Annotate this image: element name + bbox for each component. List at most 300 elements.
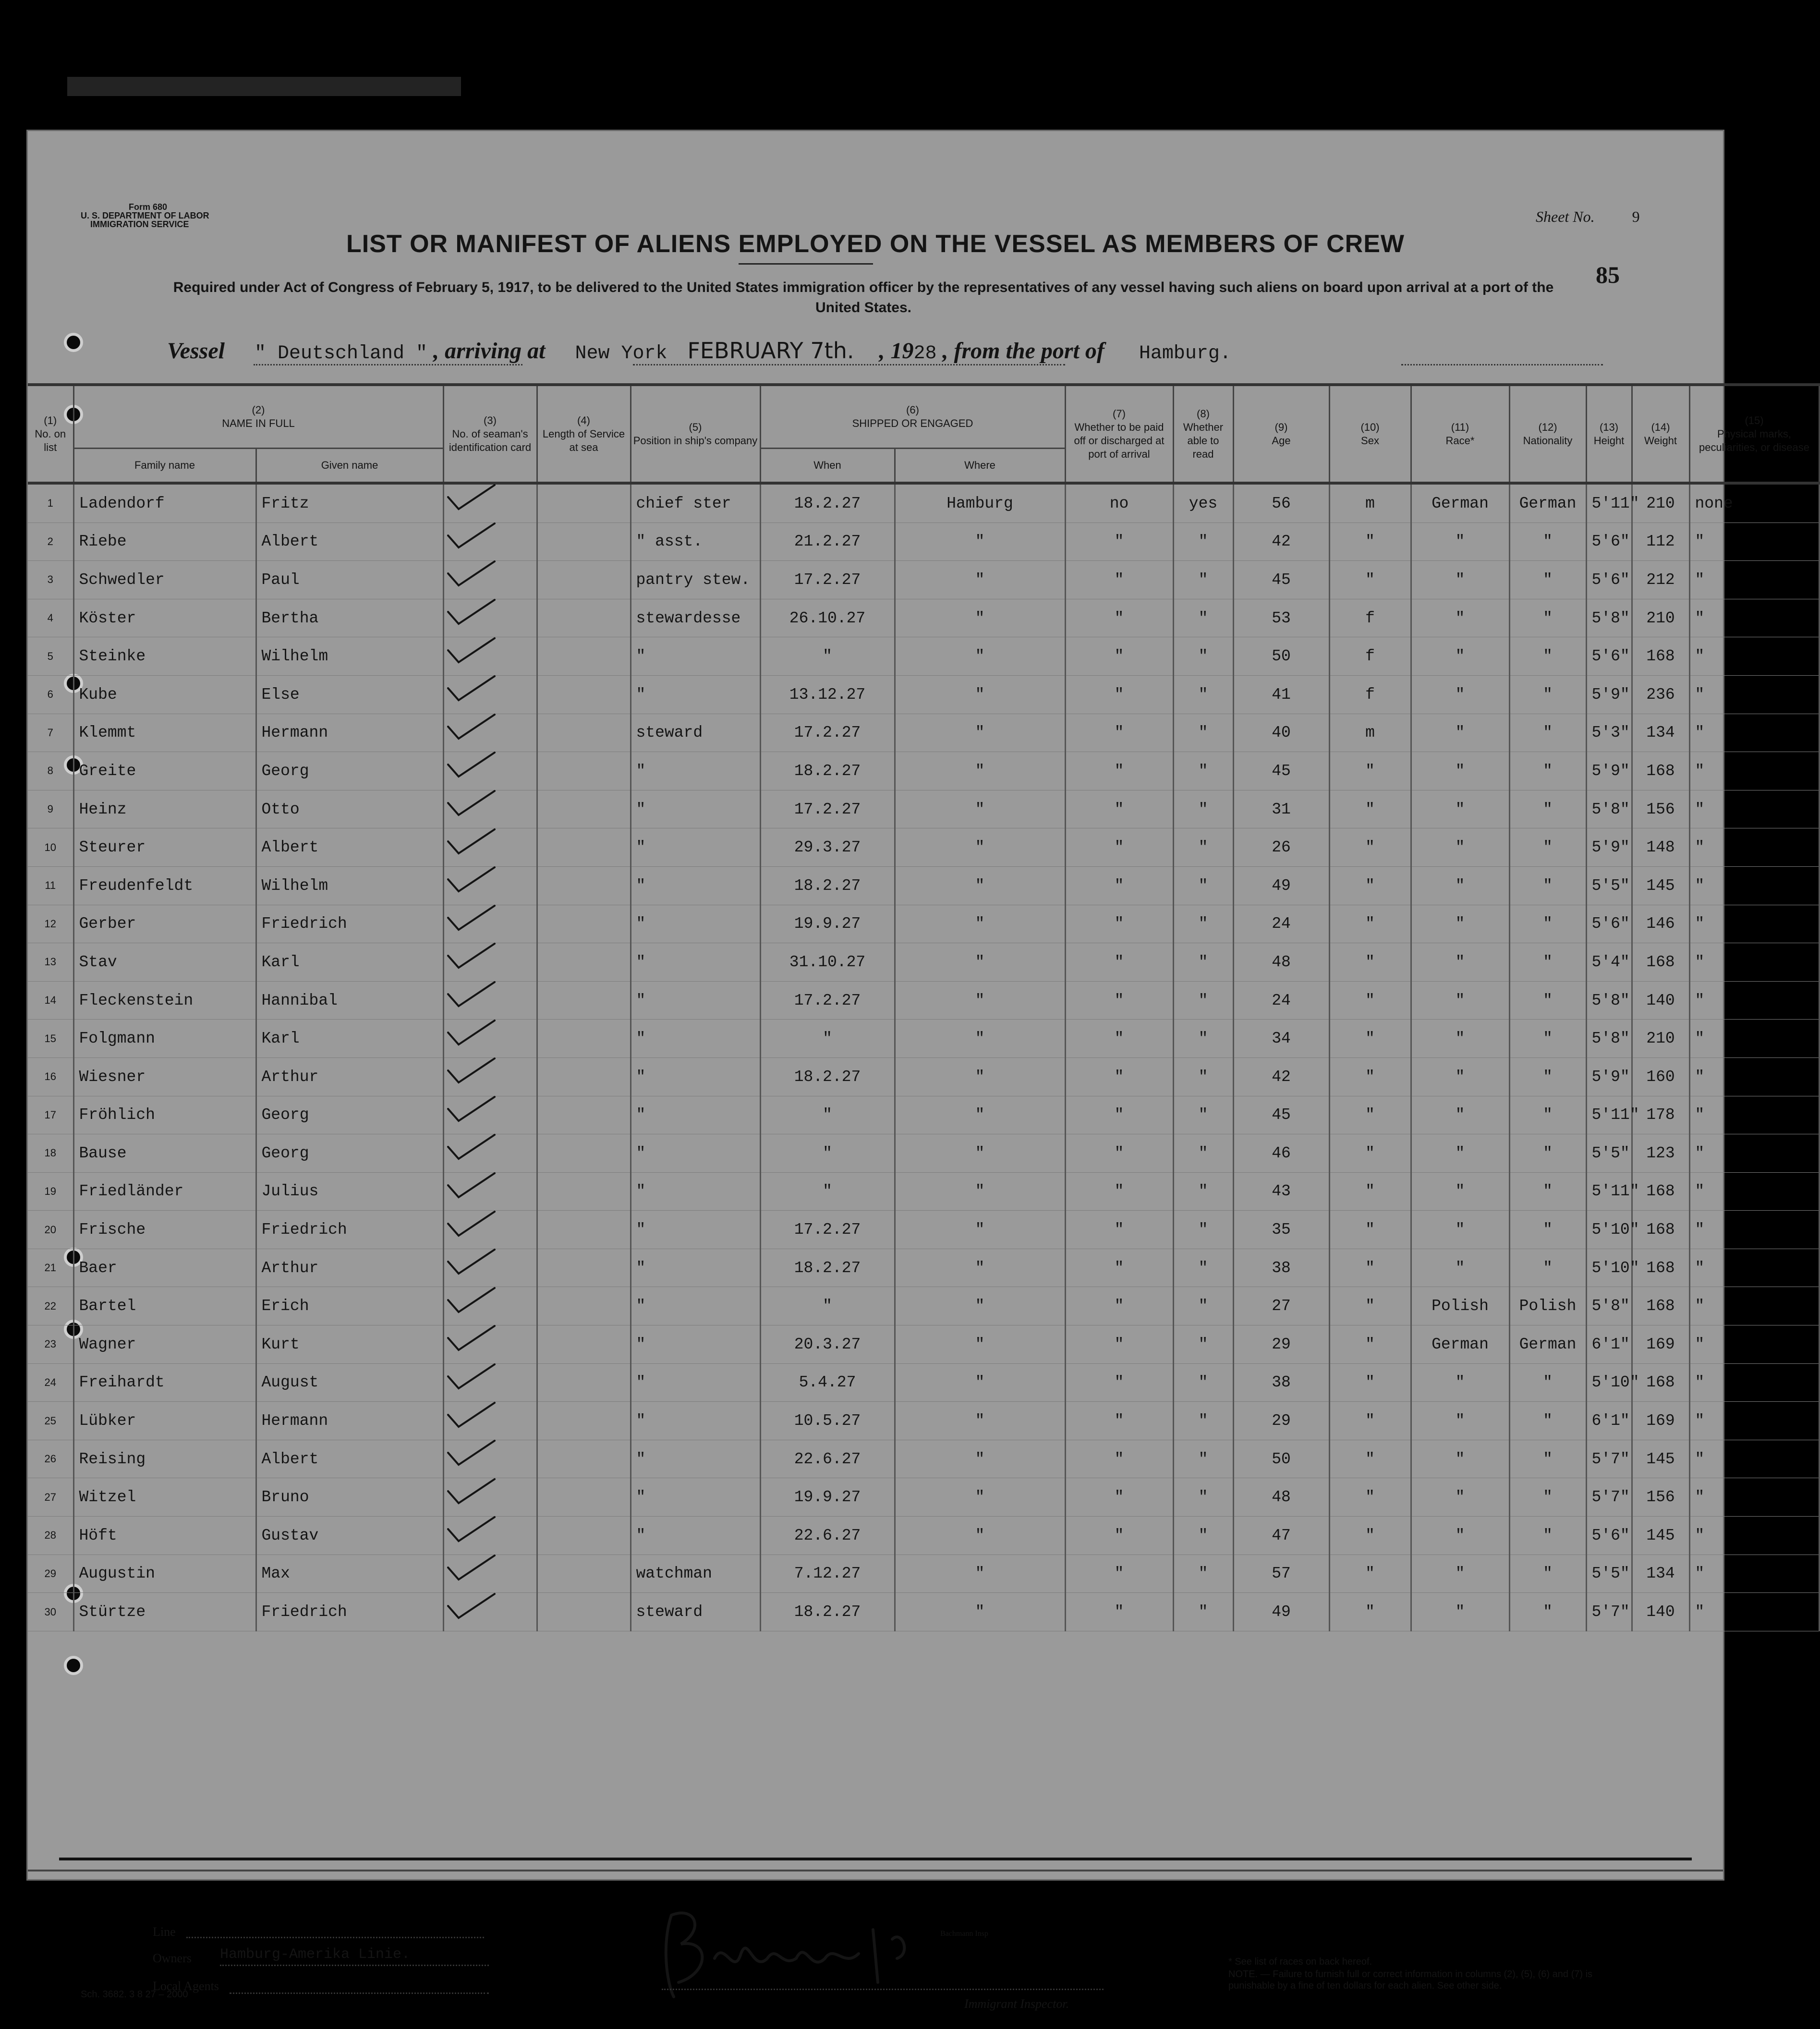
race-cell: ": [1411, 1440, 1509, 1478]
physical-marks-cell: ": [1689, 1020, 1819, 1058]
table-row: [28, 599, 1819, 637]
age-cell: 50: [1233, 1440, 1329, 1478]
check-mark-icon: [444, 1362, 497, 1391]
id-card-check-cell: [443, 752, 537, 790]
shipped-where-cell: ": [895, 981, 1065, 1020]
shipped-when-cell: 22.6.27: [760, 1517, 895, 1555]
position-cell: ": [631, 1402, 760, 1440]
height-cell: 5'10": [1586, 1249, 1632, 1287]
given-name-cell: Julius: [256, 1172, 443, 1211]
physical-marks-cell: ": [1689, 1593, 1819, 1631]
height-cell: 6'1": [1586, 1325, 1632, 1364]
table-row: [28, 522, 1819, 561]
height-cell: 5'6": [1586, 522, 1632, 561]
age-cell: 43: [1233, 1172, 1329, 1211]
col-header-marks: (15) Physical marks, peculiarities, or disease: [1689, 385, 1819, 483]
race-cell: ": [1411, 943, 1509, 982]
weight-cell: 148: [1632, 828, 1689, 867]
paid-off-cell: ": [1065, 943, 1173, 982]
physical-marks-cell: ": [1689, 752, 1819, 790]
weight-cell: 156: [1632, 790, 1689, 828]
service-length-cell: [537, 1593, 631, 1631]
race-cell: ": [1411, 1363, 1509, 1402]
row-number-cell: 19: [28, 1172, 73, 1211]
physical-marks-cell: ": [1689, 599, 1819, 637]
age-cell: 53: [1233, 599, 1329, 637]
position-cell: ": [631, 1096, 760, 1134]
sex-cell: m: [1329, 714, 1411, 752]
nationality-cell: ": [1509, 1363, 1586, 1402]
shipped-where-cell: ": [895, 1402, 1065, 1440]
crew-rows: [28, 483, 1819, 1631]
table-row: [28, 1517, 1819, 1555]
shipped-where-cell: ": [895, 866, 1065, 905]
check-mark-icon: [444, 1018, 497, 1047]
physical-marks-cell: none: [1689, 483, 1819, 522]
weight-cell: 168: [1632, 943, 1689, 982]
family-name-cell: Friedländer: [73, 1172, 256, 1211]
shipped-when-cell: 7.12.27: [760, 1555, 895, 1593]
sex-cell: ": [1329, 1057, 1411, 1096]
race-cell: ": [1411, 1057, 1509, 1096]
nationality-cell: ": [1509, 1478, 1586, 1517]
paid-off-cell: ": [1065, 905, 1173, 943]
paid-off-cell: ": [1065, 1517, 1173, 1555]
service-length-cell: [537, 1096, 631, 1134]
nationality-cell: ": [1509, 1211, 1586, 1249]
shipped-when-cell: ": [760, 1020, 895, 1058]
nationality-cell: ": [1509, 1134, 1586, 1173]
footnote-races: * See list of races on back hereof.: [1228, 1956, 1372, 1967]
shipped-where-cell: ": [895, 714, 1065, 752]
age-cell: 26: [1233, 828, 1329, 867]
race-cell: ": [1411, 1402, 1509, 1440]
age-cell: 27: [1233, 1287, 1329, 1325]
able-to-read-cell: ": [1173, 790, 1233, 828]
paid-off-cell: ": [1065, 752, 1173, 790]
service-length-cell: [537, 522, 631, 561]
table-row: [28, 981, 1819, 1020]
nationality-cell: ": [1509, 637, 1586, 676]
sex-cell: ": [1329, 1402, 1411, 1440]
dotted-fill-line: [633, 364, 1065, 365]
family-name-cell: Fleckenstein: [73, 981, 256, 1020]
service-length-cell: [537, 1555, 631, 1593]
table-row: [28, 637, 1819, 676]
id-card-check-cell: [443, 1057, 537, 1096]
position-cell: ": [631, 981, 760, 1020]
sex-cell: ": [1329, 1517, 1411, 1555]
age-cell: 42: [1233, 522, 1329, 561]
shipped-when-cell: 17.2.27: [760, 1211, 895, 1249]
race-cell: ": [1411, 522, 1509, 561]
given-name-cell: Georg: [256, 1096, 443, 1134]
height-cell: 5'6": [1586, 1517, 1632, 1555]
given-name-cell: Bruno: [256, 1478, 443, 1517]
physical-marks-cell: ": [1689, 561, 1819, 599]
physical-marks-cell: ": [1689, 1440, 1819, 1478]
binder-hole: [64, 333, 83, 352]
id-card-check-cell: [443, 1096, 537, 1134]
race-cell: ": [1411, 1020, 1509, 1058]
family-name-cell: Wagner: [73, 1325, 256, 1364]
check-mark-icon: [444, 750, 497, 779]
row-number-cell: 3: [28, 561, 73, 599]
paid-off-cell: ": [1065, 866, 1173, 905]
row-number-cell: 1: [28, 483, 73, 522]
check-mark-icon: [444, 941, 497, 970]
weight-cell: 178: [1632, 1096, 1689, 1134]
row-number-cell: 16: [28, 1057, 73, 1096]
sex-cell: ": [1329, 790, 1411, 828]
able-to-read-cell: ": [1173, 675, 1233, 714]
age-cell: 56: [1233, 483, 1329, 522]
shipped-when-cell: ": [760, 1287, 895, 1325]
position-cell: ": [631, 1478, 760, 1517]
col-header-number: (1) No. on list: [28, 385, 73, 483]
service-length-cell: [537, 1057, 631, 1096]
age-cell: 50: [1233, 637, 1329, 676]
check-mark-icon: [444, 636, 497, 665]
able-to-read-cell: ": [1173, 905, 1233, 943]
weight-cell: 134: [1632, 1555, 1689, 1593]
race-cell: ": [1411, 790, 1509, 828]
paid-off-cell: ": [1065, 1211, 1173, 1249]
row-number-cell: 5: [28, 637, 73, 676]
sex-cell: ": [1329, 981, 1411, 1020]
physical-marks-cell: ": [1689, 522, 1819, 561]
table-row: [28, 1325, 1819, 1364]
weight-cell: 145: [1632, 1440, 1689, 1478]
height-cell: 6'1": [1586, 1402, 1632, 1440]
weight-cell: 112: [1632, 522, 1689, 561]
position-cell: steward: [631, 1593, 760, 1631]
id-card-check-cell: [443, 905, 537, 943]
height-cell: 5'5": [1586, 1134, 1632, 1173]
family-name-cell: Kube: [73, 675, 256, 714]
check-mark-icon: [444, 903, 497, 932]
height-cell: 5'8": [1586, 1020, 1632, 1058]
given-name-cell: Hermann: [256, 1402, 443, 1440]
given-name-cell: Friedrich: [256, 1593, 443, 1631]
row-number-cell: 27: [28, 1478, 73, 1517]
dotted-fill-line: [230, 1993, 489, 1994]
nationality-cell: ": [1509, 1096, 1586, 1134]
manifest-sheet: [26, 130, 1809, 2011]
given-name-cell: Arthur: [256, 1249, 443, 1287]
service-length-cell: [537, 1363, 631, 1402]
nationality-cell: ": [1509, 1517, 1586, 1555]
height-cell: 5'10": [1586, 1363, 1632, 1402]
sex-cell: ": [1329, 1440, 1411, 1478]
check-mark-icon: [444, 1477, 497, 1506]
paid-off-cell: ": [1065, 1478, 1173, 1517]
given-name-cell: Friedrich: [256, 905, 443, 943]
shipped-when-cell: ": [760, 1096, 895, 1134]
table-row: [28, 752, 1819, 790]
table-row: [28, 1172, 1819, 1211]
service-length-cell: [537, 1020, 631, 1058]
nationality-cell: Polish: [1509, 1287, 1586, 1325]
shipped-when-cell: 21.2.27: [760, 522, 895, 561]
race-cell: ": [1411, 866, 1509, 905]
shipped-where-cell: ": [895, 1249, 1065, 1287]
paid-off-cell: ": [1065, 1325, 1173, 1364]
check-mark-icon: [444, 1515, 497, 1543]
id-card-check-cell: [443, 1211, 537, 1249]
shipped-when-cell: 17.2.27: [760, 981, 895, 1020]
sex-cell: ": [1329, 943, 1411, 982]
family-name-cell: Gerber: [73, 905, 256, 943]
id-card-check-cell: [443, 1363, 537, 1402]
arriving-label: , arriving at: [433, 338, 546, 364]
physical-marks-cell: ": [1689, 1057, 1819, 1096]
weight-cell: 168: [1632, 1287, 1689, 1325]
service-name: IMMIGRATION SERVICE: [90, 219, 189, 229]
able-to-read-cell: ": [1173, 714, 1233, 752]
row-number-cell: 24: [28, 1363, 73, 1402]
row-number-cell: 30: [28, 1593, 73, 1631]
table-row: [28, 675, 1819, 714]
family-name-cell: Heinz: [73, 790, 256, 828]
owners-label: Owners: [153, 1951, 192, 1965]
check-mark-icon: [444, 1056, 497, 1085]
check-mark-icon: [444, 1094, 497, 1123]
shipped-when-cell: 17.2.27: [760, 790, 895, 828]
position-cell: ": [631, 866, 760, 905]
sheet-number-label: Sheet No.: [1536, 208, 1595, 225]
race-cell: ": [1411, 1478, 1509, 1517]
dotted-fill-line: [1401, 364, 1603, 365]
able-to-read-cell: ": [1173, 1287, 1233, 1325]
physical-marks-cell: ": [1689, 637, 1819, 676]
physical-marks-cell: ": [1689, 790, 1819, 828]
age-cell: 38: [1233, 1363, 1329, 1402]
age-cell: 49: [1233, 866, 1329, 905]
shipped-where-cell: ": [895, 790, 1065, 828]
shipped-when-cell: 18.2.27: [760, 1593, 895, 1631]
check-mark-icon: [444, 521, 497, 550]
col-header-sex: (10) Sex: [1329, 385, 1411, 483]
shipped-where-cell: ": [895, 1440, 1065, 1478]
sex-cell: f: [1329, 675, 1411, 714]
row-number-cell: 11: [28, 866, 73, 905]
height-cell: 5'9": [1586, 828, 1632, 867]
id-card-check-cell: [443, 599, 537, 637]
age-cell: 31: [1233, 790, 1329, 828]
shipped-where-cell: ": [895, 522, 1065, 561]
shipped-where-cell: ": [895, 943, 1065, 982]
id-card-check-cell: [443, 561, 537, 599]
local-agents-label: Local Agents: [153, 1979, 219, 1993]
position-cell: ": [631, 1249, 760, 1287]
sex-cell: ": [1329, 1478, 1411, 1517]
service-length-cell: [537, 675, 631, 714]
shipped-when-cell: 26.10.27: [760, 599, 895, 637]
family-name-cell: Wiesner: [73, 1057, 256, 1096]
position-cell: chief ster: [631, 483, 760, 522]
nationality-cell: ": [1509, 981, 1586, 1020]
shipped-when-cell: 29.3.27: [760, 828, 895, 867]
nationality-cell: ": [1509, 522, 1586, 561]
department-name: U. S. DEPARTMENT OF LABOR: [81, 211, 209, 220]
col-header-service: (4) Length of Service at sea: [537, 385, 631, 483]
shipped-when-cell: ": [760, 1134, 895, 1173]
col-header-given-name: Given name: [256, 449, 443, 484]
row-number-cell: 10: [28, 828, 73, 867]
able-to-read-cell: ": [1173, 828, 1233, 867]
nationality-cell: ": [1509, 1440, 1586, 1478]
able-to-read-cell: ": [1173, 1211, 1233, 1249]
able-to-read-cell: ": [1173, 1440, 1233, 1478]
shipped-where-cell: ": [895, 752, 1065, 790]
shipped-where-cell: ": [895, 1134, 1065, 1173]
able-to-read-cell: ": [1173, 522, 1233, 561]
paid-off-cell: ": [1065, 1555, 1173, 1593]
shipped-when-cell: ": [760, 637, 895, 676]
position-cell: ": [631, 1057, 760, 1096]
race-cell: ": [1411, 561, 1509, 599]
paid-off-cell: ": [1065, 790, 1173, 828]
able-to-read-cell: ": [1173, 599, 1233, 637]
page-number: 85: [1596, 261, 1620, 288]
physical-marks-cell: ": [1689, 1096, 1819, 1134]
service-length-cell: [537, 1517, 631, 1555]
sex-cell: ": [1329, 1249, 1411, 1287]
height-cell: 5'8": [1586, 599, 1632, 637]
col-header-weight: (14) Weight: [1632, 385, 1689, 483]
check-mark-icon: [444, 980, 497, 1008]
able-to-read-cell: yes: [1173, 483, 1233, 522]
race-cell: ": [1411, 599, 1509, 637]
act-of-congress-text: Required under Act of Congress of February 5, 1917, to be delivered to the United States immigration officer by the representatives of any vessel having such aliens on board upon arrival at a port of the United States.: [173, 279, 1554, 316]
row-number-cell: 25: [28, 1402, 73, 1440]
able-to-read-cell: ": [1173, 1478, 1233, 1517]
row-number-cell: 2: [28, 522, 73, 561]
given-name-cell: Bertha: [256, 599, 443, 637]
weight-cell: 212: [1632, 561, 1689, 599]
height-cell: 5'8": [1586, 981, 1632, 1020]
family-name-cell: Greite: [73, 752, 256, 790]
given-name-cell: Fritz: [256, 483, 443, 522]
position-cell: ": [631, 905, 760, 943]
able-to-read-cell: ": [1173, 1402, 1233, 1440]
given-name-cell: Albert: [256, 1440, 443, 1478]
nationality-cell: ": [1509, 752, 1586, 790]
shipped-when-cell: 19.9.27: [760, 1478, 895, 1517]
given-name-cell: Friedrich: [256, 1211, 443, 1249]
physical-marks-cell: ": [1689, 943, 1819, 982]
nationality-cell: ": [1509, 714, 1586, 752]
family-name-cell: Bartel: [73, 1287, 256, 1325]
col-header-nationality: (12) Nationality: [1509, 385, 1586, 483]
given-name-cell: Kurt: [256, 1325, 443, 1364]
physical-marks-cell: ": [1689, 1478, 1819, 1517]
col-header-read: (8) Whether able to read: [1173, 385, 1233, 483]
check-mark-icon: [444, 1592, 497, 1620]
col-header-when: When: [760, 449, 895, 484]
dotted-fill-line: [220, 1965, 489, 1966]
sex-cell: ": [1329, 1134, 1411, 1173]
row-number-cell: 13: [28, 943, 73, 982]
height-cell: 5'6": [1586, 637, 1632, 676]
id-card-check-cell: [443, 1555, 537, 1593]
table-row: [28, 1096, 1819, 1134]
family-name-cell: Lübker: [73, 1402, 256, 1440]
able-to-read-cell: ": [1173, 1249, 1233, 1287]
weight-cell: 168: [1632, 1363, 1689, 1402]
sex-cell: ": [1329, 1555, 1411, 1593]
height-cell: 5'7": [1586, 1440, 1632, 1478]
vessel-label: Vessel: [167, 338, 225, 364]
check-mark-icon: [444, 1324, 497, 1352]
shipped-where-cell: ": [895, 1287, 1065, 1325]
race-cell: ": [1411, 905, 1509, 943]
height-cell: 5'9": [1586, 752, 1632, 790]
family-name-cell: Steurer: [73, 828, 256, 867]
weight-cell: 169: [1632, 1325, 1689, 1364]
table-row: [28, 1478, 1819, 1517]
able-to-read-cell: ": [1173, 1593, 1233, 1631]
weight-cell: 156: [1632, 1478, 1689, 1517]
shipped-where-cell: ": [895, 1096, 1065, 1134]
service-length-cell: [537, 943, 631, 982]
paid-off-cell: ": [1065, 1363, 1173, 1402]
given-name-cell: Hannibal: [256, 981, 443, 1020]
weight-cell: 168: [1632, 1172, 1689, 1211]
given-name-cell: Georg: [256, 1134, 443, 1173]
year-value: 28: [913, 343, 937, 364]
weight-cell: 146: [1632, 905, 1689, 943]
physical-marks-cell: ": [1689, 675, 1819, 714]
height-cell: 5'5": [1586, 1555, 1632, 1593]
shipped-when-cell: 20.3.27: [760, 1325, 895, 1364]
able-to-read-cell: ": [1173, 1096, 1233, 1134]
able-to-read-cell: ": [1173, 752, 1233, 790]
shipped-when-cell: 17.2.27: [760, 561, 895, 599]
shipped-where-cell: ": [895, 828, 1065, 867]
shipped-when-cell: 18.2.27: [760, 1249, 895, 1287]
col-header-family-name: Family name: [73, 449, 256, 484]
height-cell: 5'9": [1586, 675, 1632, 714]
manifest-title: LIST OR MANIFEST OF ALIENS EMPLOYED ON THE VESSEL AS MEMBERS OF CREW: [346, 230, 1405, 258]
service-length-cell: [537, 1211, 631, 1249]
id-card-check-cell: [443, 981, 537, 1020]
shipped-where-cell: ": [895, 599, 1065, 637]
sex-cell: ": [1329, 522, 1411, 561]
row-number-cell: 12: [28, 905, 73, 943]
nationality-cell: ": [1509, 675, 1586, 714]
check-mark-icon: [444, 1132, 497, 1161]
shipped-where-cell: ": [895, 1057, 1065, 1096]
age-cell: 48: [1233, 1478, 1329, 1517]
position-cell: ": [631, 1325, 760, 1364]
given-name-cell: Erich: [256, 1287, 443, 1325]
family-name-cell: Höft: [73, 1517, 256, 1555]
age-cell: 34: [1233, 1020, 1329, 1058]
id-card-check-cell: [443, 943, 537, 982]
physical-marks-cell: ": [1689, 828, 1819, 867]
service-length-cell: [537, 714, 631, 752]
nationality-cell: ": [1509, 599, 1586, 637]
check-mark-icon: [444, 483, 497, 511]
paid-off-cell: ": [1065, 1172, 1173, 1211]
form-number: Form 680: [129, 202, 168, 212]
owners-value: Hamburg-Amerika Linie.: [220, 1946, 411, 1963]
check-mark-icon: [444, 827, 497, 856]
nationality-cell: ": [1509, 1057, 1586, 1096]
physical-marks-cell: ": [1689, 1402, 1819, 1440]
